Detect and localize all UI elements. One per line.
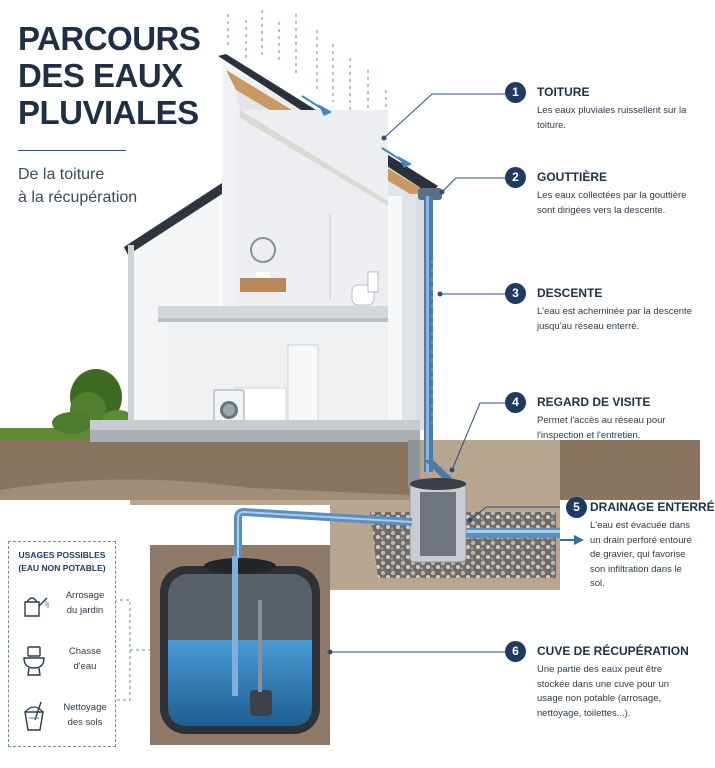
subtitle-line: De la toiture	[18, 166, 105, 183]
step-description: Les eaux collectées par la gouttière sont dirigées vers la descente.	[537, 190, 687, 216]
bucket-icon	[19, 700, 49, 734]
step-title: TOITURE	[537, 85, 590, 99]
step-title: REGARD DE VISITE	[537, 395, 651, 409]
step-number-badge: 4	[505, 392, 526, 413]
usages-heading-line: USAGES POSSIBLES	[18, 550, 106, 560]
step-title: DESCENTE	[537, 286, 603, 300]
recovery-tank	[160, 556, 320, 734]
title-divider	[18, 150, 126, 151]
subtitle-line: à la récupération	[18, 189, 138, 206]
usage-label	[57, 700, 113, 730]
title-line: PLUVIALES	[18, 94, 199, 131]
usage-label-line: du jardin	[66, 605, 104, 616]
usage-label	[57, 644, 113, 674]
step-number-badge: 1	[505, 82, 526, 103]
step-number-badge: 6	[505, 641, 526, 662]
toilet-icon	[19, 644, 49, 678]
step-description: Une partie des eaux peut être stockée dans une cuve pour un usage non potable (arrosage, nettoyage, toilettes...).	[537, 664, 670, 719]
page-subtitle	[18, 163, 188, 209]
title-line: DES EAUX	[18, 57, 183, 94]
page-title	[18, 20, 218, 131]
usages-heading-line: (EAU NON POTABLE)	[18, 563, 106, 573]
step-description: Permet l'accès au réseau pour l'inspection et l'entretien.	[537, 415, 666, 441]
inspection-manhole	[410, 478, 466, 562]
step-title: CUVE DE RÉCUPÉRATION	[537, 644, 689, 658]
usages-panel	[8, 541, 116, 747]
step-description: Les eaux pluviales ruissellent sur la toiture.	[537, 105, 687, 131]
usage-label-line: des sols	[67, 717, 103, 728]
usage-item-arrosage	[9, 586, 115, 626]
usage-label	[57, 588, 113, 618]
step-title: DRAINAGE ENTERRÉ	[590, 500, 715, 514]
usage-label-line: Arrosage	[65, 590, 105, 601]
step-number-badge: 2	[505, 167, 526, 188]
step-description: L'eau est évacuée dans un drain perforé entouré de gravier, qui favorise son infiltration dans le sol.	[590, 520, 692, 589]
title-line: PARCOURS	[18, 20, 201, 57]
watering-can-icon	[19, 588, 49, 622]
usage-label-line: d'eau	[73, 661, 97, 672]
step-description: L'eau est acheminée par la descente jusqu'au réseau enterré.	[537, 306, 692, 332]
usages-heading	[9, 549, 115, 575]
usage-label-line: Chasse	[68, 646, 102, 657]
step-number-badge: 5	[566, 497, 587, 518]
step-title: GOUTTIÈRE	[537, 170, 608, 184]
step-number-badge: 3	[505, 283, 526, 304]
usage-item-nettoyage	[9, 698, 115, 738]
usage-item-chasse-d-eau	[9, 642, 115, 682]
usage-label-line: Nettoyage	[63, 702, 107, 713]
